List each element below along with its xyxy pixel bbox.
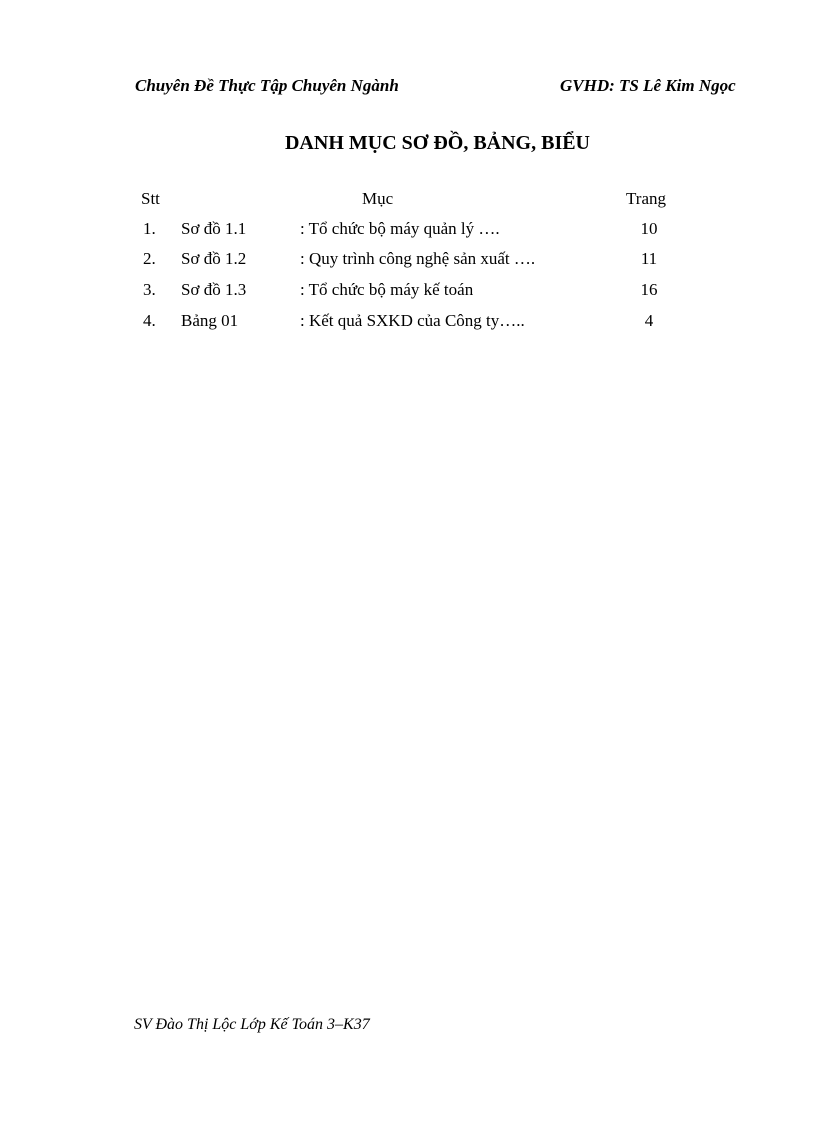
column-header-stt: Stt — [141, 189, 160, 208]
page-title: DANH MỤC SƠ ĐỒ, BẢNG, BIỂU — [284, 132, 591, 154]
item-number: 2. — [143, 249, 156, 268]
item-page: 10 — [640, 219, 658, 238]
item-code: Bảng 01 — [181, 311, 239, 330]
item-number: 3. — [143, 280, 156, 299]
list-item — [0, 219, 816, 249]
list-item — [0, 311, 816, 341]
item-page: 16 — [640, 280, 658, 299]
item-code: Sơ đồ 1.1 — [181, 219, 247, 238]
column-header-trang: Trang — [626, 189, 666, 208]
header-course-title: Chuyên Đề Thực Tập Chuyên Ngành — [135, 76, 399, 95]
item-description: : Kết quả SXKD của Công ty….. — [300, 311, 525, 330]
item-code: Sơ đồ 1.2 — [181, 249, 247, 268]
footer-student-info: SV Đào Thị Lộc Lớp Kế Toán 3–K37 — [134, 1016, 370, 1033]
item-number: 4. — [143, 311, 156, 330]
item-page: 11 — [640, 249, 658, 268]
item-description: : Tổ chức bộ máy quản lý …. — [300, 219, 500, 238]
item-number: 1. — [143, 219, 156, 238]
item-description: : Quy trình công nghệ sản xuất …. — [300, 249, 536, 268]
item-page: 4 — [644, 311, 654, 330]
item-code: Sơ đồ 1.3 — [181, 280, 247, 299]
column-header-muc: Mục — [362, 189, 394, 208]
list-item — [0, 280, 816, 310]
item-description: : Tổ chức bộ máy kế toán — [300, 280, 474, 299]
header-supervisor: GVHD: TS Lê Kim Ngọc — [560, 76, 736, 95]
list-item — [0, 249, 816, 279]
